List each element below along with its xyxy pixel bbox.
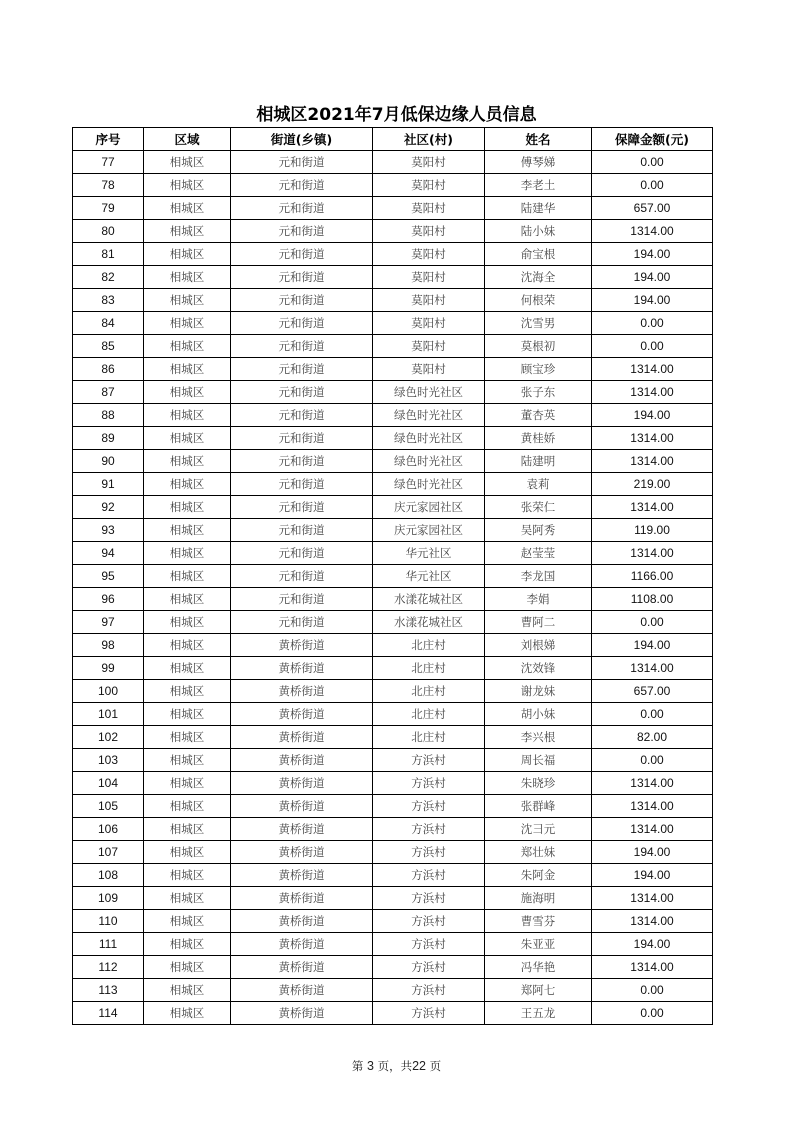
cell-name: 胡小妹	[485, 703, 592, 726]
cell-amount: 0.00	[592, 335, 713, 358]
cell-no: 80	[73, 220, 144, 243]
cell-no: 105	[73, 795, 144, 818]
cell-no: 107	[73, 841, 144, 864]
cell-street: 黄桥街道	[231, 956, 373, 979]
table-row	[73, 151, 713, 174]
cell-community: 莫阳村	[373, 266, 485, 289]
cell-name: 顾宝珍	[485, 358, 592, 381]
cell-street: 元和街道	[231, 243, 373, 266]
cell-community: 莫阳村	[373, 312, 485, 335]
cell-district: 相城区	[144, 473, 231, 496]
table-row	[73, 473, 713, 496]
cell-amount: 194.00	[592, 289, 713, 312]
cell-street: 元和街道	[231, 519, 373, 542]
cell-district: 相城区	[144, 243, 231, 266]
table-row	[73, 979, 713, 1002]
cell-amount: 1314.00	[592, 450, 713, 473]
cell-amount: 1314.00	[592, 818, 713, 841]
cell-name: 沈彐元	[485, 818, 592, 841]
cell-street: 元和街道	[231, 381, 373, 404]
cell-no: 99	[73, 657, 144, 680]
cell-no: 85	[73, 335, 144, 358]
table-row	[73, 841, 713, 864]
cell-no: 87	[73, 381, 144, 404]
column-header-no: 序号	[73, 128, 144, 151]
table-row	[73, 197, 713, 220]
table-row	[73, 266, 713, 289]
table-row	[73, 427, 713, 450]
cell-district: 相城区	[144, 634, 231, 657]
cell-name: 黄桂娇	[485, 427, 592, 450]
cell-community: 莫阳村	[373, 358, 485, 381]
table-row	[73, 335, 713, 358]
cell-street: 黄桥街道	[231, 749, 373, 772]
cell-amount: 0.00	[592, 749, 713, 772]
cell-district: 相城区	[144, 772, 231, 795]
cell-district: 相城区	[144, 841, 231, 864]
table-row	[73, 956, 713, 979]
cell-community: 北庄村	[373, 703, 485, 726]
cell-no: 81	[73, 243, 144, 266]
cell-no: 78	[73, 174, 144, 197]
cell-street: 元和街道	[231, 312, 373, 335]
cell-amount: 194.00	[592, 404, 713, 427]
cell-no: 97	[73, 611, 144, 634]
cell-street: 元和街道	[231, 565, 373, 588]
cell-name: 曹雪芬	[485, 910, 592, 933]
table-row	[73, 887, 713, 910]
cell-name: 李老土	[485, 174, 592, 197]
cell-name: 朱阿金	[485, 864, 592, 887]
cell-street: 元和街道	[231, 335, 373, 358]
cell-community: 北庄村	[373, 680, 485, 703]
cell-street: 元和街道	[231, 427, 373, 450]
cell-community: 北庄村	[373, 634, 485, 657]
cell-community: 方浜村	[373, 956, 485, 979]
cell-street: 元和街道	[231, 450, 373, 473]
table-row	[73, 243, 713, 266]
cell-no: 102	[73, 726, 144, 749]
cell-community: 北庄村	[373, 726, 485, 749]
cell-no: 91	[73, 473, 144, 496]
cell-amount: 0.00	[592, 703, 713, 726]
cell-amount: 194.00	[592, 864, 713, 887]
table-row	[73, 496, 713, 519]
cell-no: 98	[73, 634, 144, 657]
cell-street: 黄桥街道	[231, 726, 373, 749]
cell-district: 相城区	[144, 749, 231, 772]
column-header-district: 区域	[144, 128, 231, 151]
column-header-amount: 保障金额(元)	[592, 128, 713, 151]
cell-community: 华元社区	[373, 565, 485, 588]
cell-district: 相城区	[144, 266, 231, 289]
cell-amount: 119.00	[592, 519, 713, 542]
cell-amount: 1314.00	[592, 496, 713, 519]
cell-community: 方浜村	[373, 864, 485, 887]
cell-community: 莫阳村	[373, 174, 485, 197]
cell-name: 李兴根	[485, 726, 592, 749]
cell-street: 黄桥街道	[231, 933, 373, 956]
cell-no: 110	[73, 910, 144, 933]
cell-district: 相城区	[144, 818, 231, 841]
cell-street: 元和街道	[231, 496, 373, 519]
cell-community: 莫阳村	[373, 243, 485, 266]
cell-name: 何根荣	[485, 289, 592, 312]
table-row	[73, 910, 713, 933]
cell-community: 绿色时光社区	[373, 473, 485, 496]
cell-no: 113	[73, 979, 144, 1002]
cell-amount: 0.00	[592, 1002, 713, 1025]
cell-street: 黄桥街道	[231, 887, 373, 910]
cell-name: 袁莉	[485, 473, 592, 496]
page-footer	[0, 1058, 793, 1074]
cell-district: 相城区	[144, 956, 231, 979]
cell-community: 方浜村	[373, 818, 485, 841]
cell-amount: 194.00	[592, 266, 713, 289]
cell-district: 相城区	[144, 588, 231, 611]
cell-name: 沈雪男	[485, 312, 592, 335]
cell-street: 黄桥街道	[231, 1002, 373, 1025]
cell-name: 张子东	[485, 381, 592, 404]
cell-street: 元和街道	[231, 588, 373, 611]
cell-no: 86	[73, 358, 144, 381]
table-row	[73, 657, 713, 680]
cell-community: 莫阳村	[373, 197, 485, 220]
footer-middle: 页，共	[377, 1059, 413, 1073]
cell-community: 绿色时光社区	[373, 450, 485, 473]
cell-district: 相城区	[144, 450, 231, 473]
page-title: 相城区2021年7月低保边缘人员信息	[256, 105, 537, 125]
cell-name: 傅琴娣	[485, 151, 592, 174]
table-row	[73, 358, 713, 381]
cell-name: 李娟	[485, 588, 592, 611]
cell-no: 112	[73, 956, 144, 979]
table-row	[73, 519, 713, 542]
cell-street: 黄桥街道	[231, 657, 373, 680]
cell-district: 相城区	[144, 933, 231, 956]
cell-district: 相城区	[144, 335, 231, 358]
cell-street: 黄桥街道	[231, 864, 373, 887]
cell-name: 郑壮妹	[485, 841, 592, 864]
cell-no: 79	[73, 197, 144, 220]
cell-no: 92	[73, 496, 144, 519]
cell-street: 元和街道	[231, 611, 373, 634]
cell-community: 北庄村	[373, 657, 485, 680]
cell-street: 元和街道	[231, 174, 373, 197]
cell-community: 方浜村	[373, 795, 485, 818]
cell-no: 111	[73, 933, 144, 956]
cell-amount: 0.00	[592, 979, 713, 1002]
column-header-name: 姓名	[485, 128, 592, 151]
cell-no: 114	[73, 1002, 144, 1025]
cell-name: 李龙国	[485, 565, 592, 588]
cell-district: 相城区	[144, 887, 231, 910]
cell-community: 莫阳村	[373, 335, 485, 358]
cell-street: 黄桥街道	[231, 680, 373, 703]
cell-district: 相城区	[144, 519, 231, 542]
cell-street: 黄桥街道	[231, 772, 373, 795]
cell-amount: 1314.00	[592, 795, 713, 818]
cell-street: 元和街道	[231, 151, 373, 174]
cell-district: 相城区	[144, 427, 231, 450]
cell-community: 方浜村	[373, 979, 485, 1002]
cell-amount: 1314.00	[592, 220, 713, 243]
cell-no: 106	[73, 818, 144, 841]
cell-community: 水漾花城社区	[373, 588, 485, 611]
cell-community: 方浜村	[373, 772, 485, 795]
table-row	[73, 795, 713, 818]
cell-no: 89	[73, 427, 144, 450]
cell-amount: 1166.00	[592, 565, 713, 588]
cell-district: 相城区	[144, 565, 231, 588]
cell-community: 方浜村	[373, 887, 485, 910]
cell-community: 方浜村	[373, 933, 485, 956]
table-row	[73, 220, 713, 243]
cell-district: 相城区	[144, 1002, 231, 1025]
cell-district: 相城区	[144, 979, 231, 1002]
cell-district: 相城区	[144, 680, 231, 703]
cell-street: 黄桥街道	[231, 795, 373, 818]
cell-amount: 1314.00	[592, 358, 713, 381]
cell-no: 94	[73, 542, 144, 565]
cell-no: 88	[73, 404, 144, 427]
cell-name: 郑阿七	[485, 979, 592, 1002]
cell-name: 张群峰	[485, 795, 592, 818]
table-row	[73, 450, 713, 473]
table-row	[73, 565, 713, 588]
cell-street: 黄桥街道	[231, 818, 373, 841]
cell-street: 黄桥街道	[231, 703, 373, 726]
cell-name: 莫根初	[485, 335, 592, 358]
table-row	[73, 634, 713, 657]
cell-name: 俞宝根	[485, 243, 592, 266]
cell-district: 相城区	[144, 726, 231, 749]
cell-community: 华元社区	[373, 542, 485, 565]
cell-name: 谢龙妹	[485, 680, 592, 703]
cell-district: 相城区	[144, 381, 231, 404]
cell-amount: 1314.00	[592, 956, 713, 979]
cell-street: 元和街道	[231, 542, 373, 565]
footer-prefix: 第	[351, 1059, 364, 1073]
cell-street: 元和街道	[231, 404, 373, 427]
footer-suffix: 页	[429, 1059, 442, 1073]
cell-street: 元和街道	[231, 289, 373, 312]
cell-no: 95	[73, 565, 144, 588]
cell-community: 莫阳村	[373, 151, 485, 174]
current-page-number: 3	[366, 1059, 374, 1073]
cell-no: 109	[73, 887, 144, 910]
cell-name: 沈效锋	[485, 657, 592, 680]
cell-community: 莫阳村	[373, 289, 485, 312]
cell-street: 元和街道	[231, 197, 373, 220]
cell-street: 黄桥街道	[231, 634, 373, 657]
cell-district: 相城区	[144, 404, 231, 427]
cell-district: 相城区	[144, 542, 231, 565]
cell-street: 元和街道	[231, 473, 373, 496]
table-row	[73, 749, 713, 772]
cell-name: 沈海全	[485, 266, 592, 289]
header-row	[73, 128, 713, 151]
cell-amount: 657.00	[592, 680, 713, 703]
table-row	[73, 542, 713, 565]
cell-amount: 1314.00	[592, 657, 713, 680]
cell-amount: 219.00	[592, 473, 713, 496]
cell-community: 绿色时光社区	[373, 427, 485, 450]
total-page-count: 22	[412, 1059, 426, 1073]
cell-amount: 0.00	[592, 174, 713, 197]
cell-community: 绿色时光社区	[373, 381, 485, 404]
cell-amount: 194.00	[592, 243, 713, 266]
cell-name: 陆建华	[485, 197, 592, 220]
cell-name: 张荣仁	[485, 496, 592, 519]
cell-street: 元和街道	[231, 358, 373, 381]
cell-street: 元和街道	[231, 220, 373, 243]
cell-name: 施海明	[485, 887, 592, 910]
cell-street: 黄桥街道	[231, 979, 373, 1002]
cell-amount: 1314.00	[592, 910, 713, 933]
cell-district: 相城区	[144, 864, 231, 887]
cell-district: 相城区	[144, 910, 231, 933]
cell-name: 陆小妹	[485, 220, 592, 243]
cell-amount: 1314.00	[592, 542, 713, 565]
cell-amount: 0.00	[592, 151, 713, 174]
cell-street: 黄桥街道	[231, 910, 373, 933]
cell-name: 董杏英	[485, 404, 592, 427]
cell-community: 方浜村	[373, 749, 485, 772]
cell-community: 庆元家园社区	[373, 519, 485, 542]
table-row	[73, 1002, 713, 1025]
table-row	[73, 726, 713, 749]
table-row	[73, 588, 713, 611]
table-row	[73, 312, 713, 335]
cell-name: 赵莹莹	[485, 542, 592, 565]
table-row	[73, 864, 713, 887]
cell-no: 108	[73, 864, 144, 887]
table-row	[73, 772, 713, 795]
table-row	[73, 381, 713, 404]
cell-name: 刘根娣	[485, 634, 592, 657]
cell-name: 周长福	[485, 749, 592, 772]
cell-amount: 0.00	[592, 312, 713, 335]
cell-district: 相城区	[144, 795, 231, 818]
cell-community: 莫阳村	[373, 220, 485, 243]
table-row	[73, 289, 713, 312]
table-row	[73, 174, 713, 197]
cell-no: 83	[73, 289, 144, 312]
cell-district: 相城区	[144, 289, 231, 312]
cell-name: 陆建明	[485, 450, 592, 473]
table-row	[73, 404, 713, 427]
cell-name: 曹阿二	[485, 611, 592, 634]
cell-district: 相城区	[144, 220, 231, 243]
cell-community: 庆元家园社区	[373, 496, 485, 519]
cell-name: 吴阿秀	[485, 519, 592, 542]
cell-district: 相城区	[144, 312, 231, 335]
cell-district: 相城区	[144, 151, 231, 174]
cell-district: 相城区	[144, 657, 231, 680]
cell-district: 相城区	[144, 358, 231, 381]
cell-no: 104	[73, 772, 144, 795]
table-row	[73, 680, 713, 703]
table-row	[73, 818, 713, 841]
cell-amount: 194.00	[592, 933, 713, 956]
cell-name: 朱晓珍	[485, 772, 592, 795]
cell-district: 相城区	[144, 611, 231, 634]
cell-no: 77	[73, 151, 144, 174]
cell-amount: 657.00	[592, 197, 713, 220]
cell-district: 相城区	[144, 174, 231, 197]
cell-community: 方浜村	[373, 841, 485, 864]
cell-name: 冯华艳	[485, 956, 592, 979]
table-row	[73, 611, 713, 634]
cell-amount: 1314.00	[592, 381, 713, 404]
cell-community: 水漾花城社区	[373, 611, 485, 634]
column-header-street: 街道(乡镇)	[231, 128, 373, 151]
cell-amount: 1314.00	[592, 427, 713, 450]
roster-table	[72, 127, 713, 1025]
cell-street: 元和街道	[231, 266, 373, 289]
cell-name: 朱亚亚	[485, 933, 592, 956]
cell-name: 王五龙	[485, 1002, 592, 1025]
cell-no: 93	[73, 519, 144, 542]
cell-amount: 1314.00	[592, 887, 713, 910]
table-row	[73, 703, 713, 726]
table-row	[73, 933, 713, 956]
cell-amount: 82.00	[592, 726, 713, 749]
column-header-community: 社区(村)	[373, 128, 485, 151]
cell-amount: 194.00	[592, 634, 713, 657]
cell-amount: 0.00	[592, 611, 713, 634]
cell-amount: 1108.00	[592, 588, 713, 611]
cell-no: 90	[73, 450, 144, 473]
cell-community: 方浜村	[373, 910, 485, 933]
cell-street: 黄桥街道	[231, 841, 373, 864]
cell-community: 绿色时光社区	[373, 404, 485, 427]
cell-district: 相城区	[144, 496, 231, 519]
cell-district: 相城区	[144, 703, 231, 726]
cell-amount: 194.00	[592, 841, 713, 864]
cell-no: 101	[73, 703, 144, 726]
cell-district: 相城区	[144, 197, 231, 220]
cell-no: 100	[73, 680, 144, 703]
cell-no: 84	[73, 312, 144, 335]
cell-no: 96	[73, 588, 144, 611]
cell-no: 103	[73, 749, 144, 772]
cell-no: 82	[73, 266, 144, 289]
roster-body	[73, 151, 713, 1025]
cell-amount: 1314.00	[592, 772, 713, 795]
cell-community: 方浜村	[373, 1002, 485, 1025]
